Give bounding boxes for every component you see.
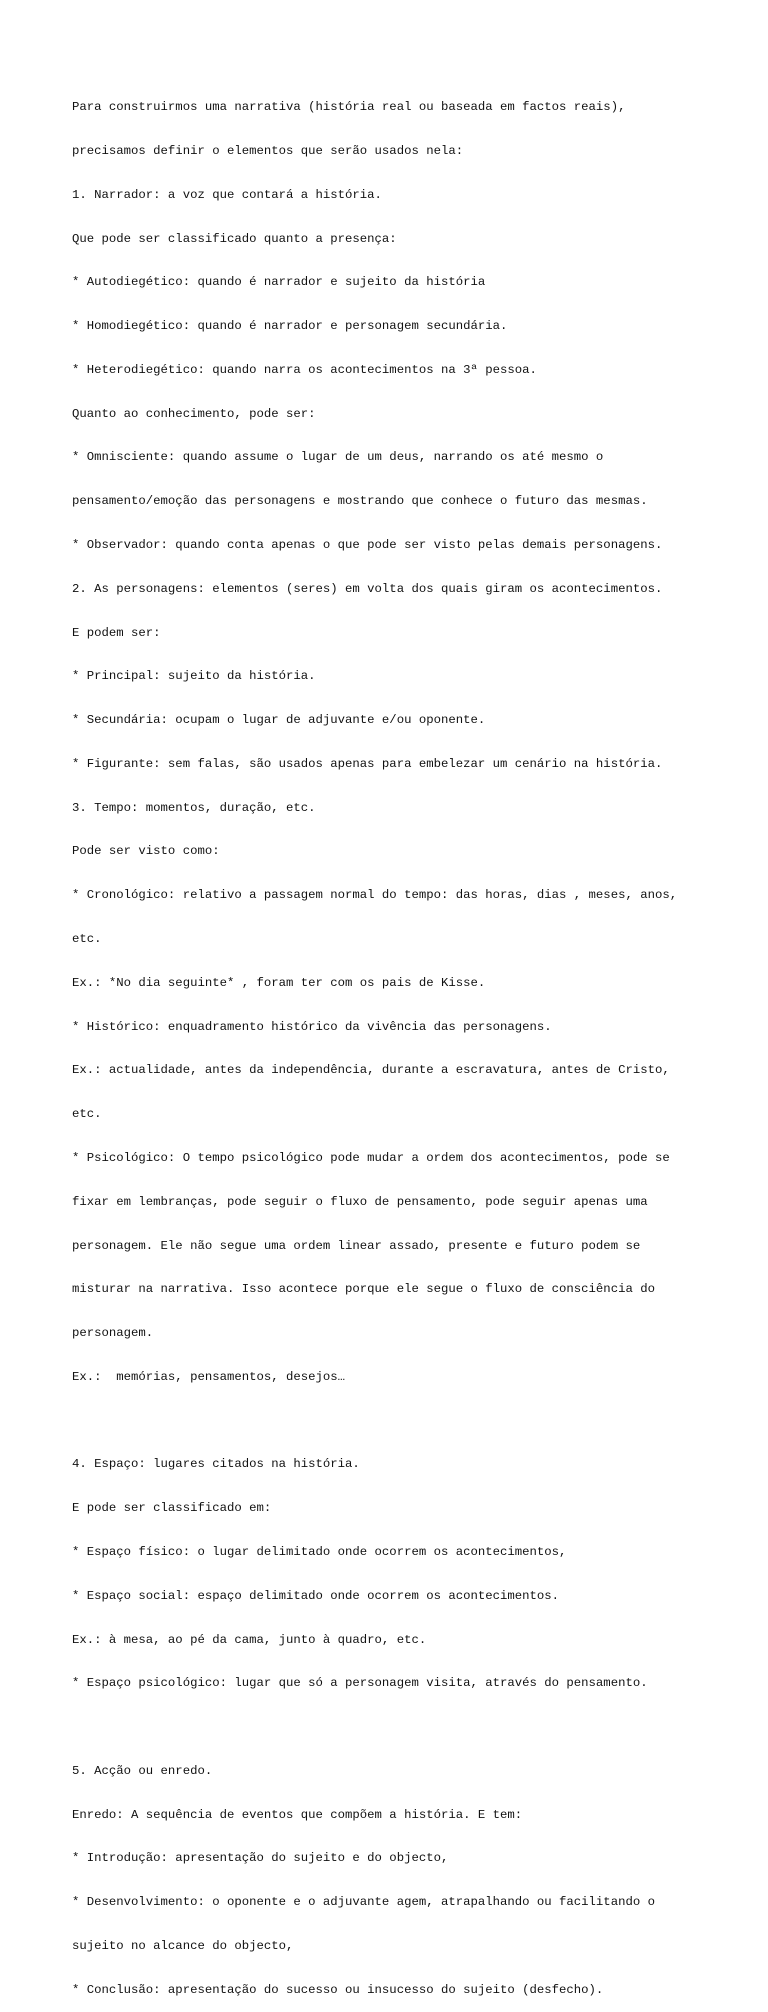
text-line: etc. bbox=[72, 1107, 102, 1122]
blank-line bbox=[72, 1414, 752, 1429]
text-line: E pode ser classificado em: bbox=[72, 1501, 272, 1516]
text-line: sujeito no alcance do objecto, bbox=[72, 1939, 294, 1953]
text-line: Ex.: *No dia seguinte* , foram ter com os pais de Kisse. bbox=[72, 975, 486, 990]
text-line: personagem. bbox=[72, 1326, 154, 1341]
text-line: 5. Acção ou enredo. bbox=[72, 1763, 213, 1778]
text-line: Quanto ao conhecimento, pode ser: bbox=[72, 406, 316, 421]
text-line: misturar na narrativa. Isso acontece porque ele segue o fluxo de consciência do bbox=[72, 1282, 655, 1297]
text-line: * Espaço psicológico: lugar que só a personagem visita, através do pensamento. bbox=[72, 1676, 648, 1691]
text-line: * Autodiegético: quando é narrador e sujeito da história bbox=[72, 275, 486, 290]
text-line: * Conclusão: apresentação do sucesso ou insucesso do sujeito (desfecho). bbox=[72, 1982, 604, 1997]
text-line: * Homodiegético: quando é narrador e personagem secundária. bbox=[72, 319, 508, 334]
text-line: * Cronológico: relativo a passagem normal do tempo: das horas, dias , meses, anos, bbox=[72, 888, 678, 903]
text-line: 4. Espaço: lugares citados na história. bbox=[72, 1457, 360, 1472]
text-line: E podem ser: bbox=[72, 625, 161, 640]
blank-line bbox=[72, 1720, 752, 1735]
text-line: 1. Narrador: a voz que contará a história. bbox=[72, 187, 382, 202]
text-line: * Histórico: enquadramento histórico da vivência das personagens. bbox=[72, 1019, 552, 1034]
text-line: Pode ser visto como: bbox=[72, 844, 220, 859]
text-line: Ex.: actualidade, antes da independência, durante a escravatura, antes de Cristo, bbox=[72, 1063, 670, 1078]
text-line: * Secundária: ocupam o lugar de adjuvante e/ou oponente. bbox=[72, 713, 486, 728]
text-line: * Introdução: apresentação do sujeito e do objecto, bbox=[72, 1851, 449, 1866]
text-line: * Observador: quando conta apenas o que pode ser visto pelas demais personagens. bbox=[72, 538, 663, 552]
text-line: 3. Tempo: momentos, duração, etc. bbox=[72, 800, 316, 815]
text-line: Enredo: A sequência de eventos que compõem a história. E tem: bbox=[72, 1807, 523, 1822]
text-line: Ex.: memórias, pensamentos, desejos… bbox=[72, 1369, 346, 1384]
text-line: * Principal: sujeito da história. bbox=[72, 669, 316, 684]
text-line: pensamento/emoção das personagens e mostrando que conhece o futuro das mesmas. bbox=[72, 494, 648, 509]
text-line: * Espaço físico: o lugar delimitado onde ocorrem os acontecimentos, bbox=[72, 1544, 567, 1559]
text-line: * Omnisciente: quando assume o lugar de um deus, narrando os até mesmo o bbox=[72, 450, 604, 465]
text-line: personagem. Ele não segue uma ordem linear assado, presente e futuro podem se bbox=[72, 1238, 641, 1253]
text-line: * Desenvolvimento: o oponente e o adjuvante agem, atrapalhando ou facilitando o bbox=[72, 1895, 655, 1910]
text-line: * Espaço social: espaço delimitado onde ocorrem os acontecimentos. bbox=[72, 1588, 560, 1603]
text-line: precisamos definir o elementos que serão usados nela: bbox=[72, 143, 464, 158]
text-line: * Heterodiegético: quando narra os acontecimentos na 3ª pessoa. bbox=[72, 362, 537, 377]
text-line: Que pode ser classificado quanto a presença: bbox=[72, 231, 397, 246]
text-line: * Psicológico: O tempo psicológico pode mudar a ordem dos acontecimentos, pode se bbox=[72, 1150, 670, 1165]
text-line: * Figurante: sem falas, são usados apenas para embelezar um cenário na história. bbox=[72, 756, 663, 771]
document-body bbox=[72, 71, 752, 2012]
text-line: Ex.: à mesa, ao pé da cama, junto à quadro, etc. bbox=[72, 1632, 427, 1647]
text-line: 2. As personagens: elementos (seres) em volta dos quais giram os acontecimentos. bbox=[72, 581, 663, 596]
text-line: etc. bbox=[72, 932, 102, 947]
text-line: fixar em lembranças, pode seguir o fluxo de pensamento, pode seguir apenas uma bbox=[72, 1194, 648, 1209]
text-line: Para construirmos uma narrativa (história real ou baseada em factos reais), bbox=[72, 100, 626, 115]
